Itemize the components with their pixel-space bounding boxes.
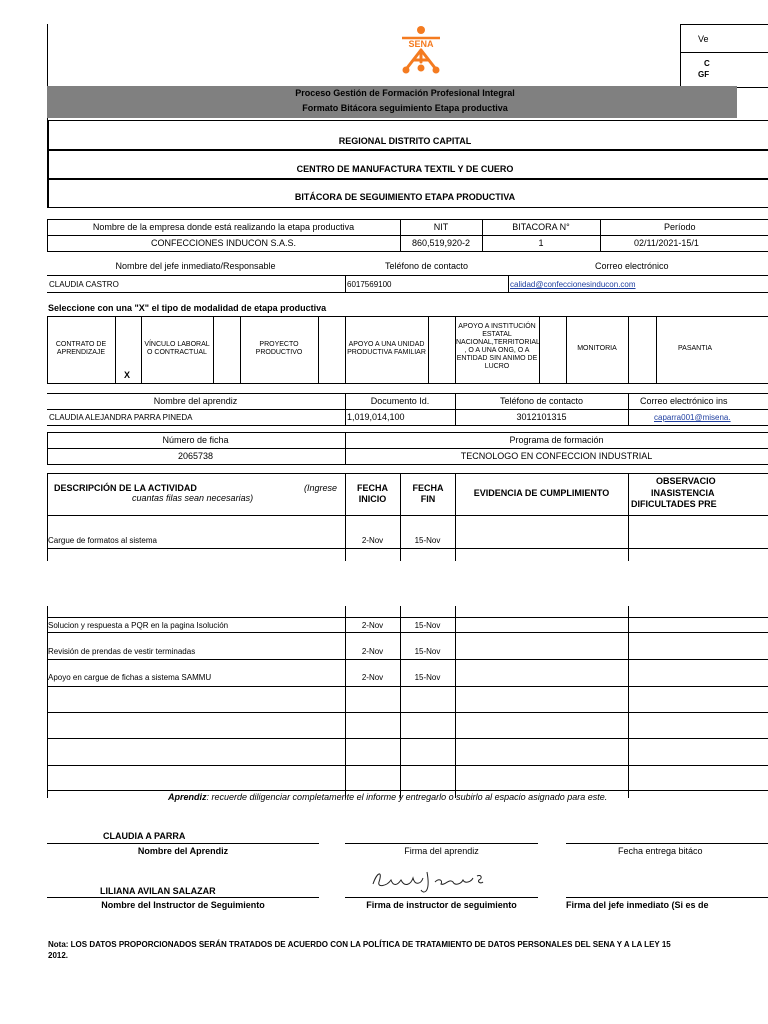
aprendiz-phone: 3012101315 — [516, 412, 567, 422]
empresa-name: CONFECCIONES INDUCON S.A.S. — [150, 238, 296, 248]
regional-title: REGIONAL DISTRITO CAPITAL — [338, 136, 472, 146]
aprendiz-phone-label: Teléfono de contacto — [499, 396, 584, 406]
activity-row-3-inicio: 2-Nov — [361, 647, 384, 656]
rule — [47, 448, 768, 449]
rule — [47, 548, 768, 549]
activity-row-4-inicio: 2-Nov — [361, 673, 384, 682]
rule — [47, 712, 768, 713]
rule — [115, 316, 116, 383]
aprendiz-name: CLAUDIA ALEJANDRA PARRA PINEDA — [49, 413, 193, 422]
aprendiz-doc-label: Documento Id. — [370, 396, 430, 406]
rule — [566, 843, 768, 844]
rule — [47, 686, 768, 687]
desc-hint-1: (Ingrese — [304, 483, 338, 493]
proceso-title: Proceso Gestión de Formación Profesional Integral — [295, 88, 515, 98]
aprendiz-signature-name: CLAUDIA A PARRA — [103, 831, 186, 841]
activity-row-2-inicio: 2-Nov — [361, 621, 384, 630]
fecha-inicio-header: FECHA INICIO — [357, 483, 388, 504]
rule — [47, 251, 768, 252]
rule — [47, 473, 768, 474]
rule — [345, 473, 346, 798]
rule — [47, 790, 768, 791]
activity-row-4-desc: Apoyo en cargue de fichas a sistema SAMMU — [48, 673, 212, 682]
programa-label: Programa de formación — [509, 435, 604, 445]
programa-value: TECNOLOGO EN CONFECCION INDUSTRIAL — [460, 451, 653, 461]
rule — [47, 738, 768, 739]
rule — [345, 897, 538, 898]
activity-row-3-fin: 15-Nov — [414, 647, 441, 656]
jefe-name: CLAUDIA CASTRO — [49, 280, 119, 289]
activity-row-1-inicio: 2-Nov — [361, 536, 384, 545]
activity-row-2-desc: Solucion y respuesta a PQR en la pagina Isolución — [48, 621, 229, 630]
jefe-email-label: Correo electrónico — [595, 261, 669, 271]
jefe-email-link[interactable]: calidad@confeccionesinducon.com — [510, 280, 636, 289]
obs-header-3: DIFICULTADES PRE — [631, 499, 717, 509]
rule — [47, 393, 768, 394]
ficha-label: Número de ficha — [162, 435, 229, 445]
rule — [47, 219, 768, 220]
formato-title: Formato Bitácora seguimiento Etapa productiva — [302, 103, 508, 113]
rule — [47, 292, 768, 293]
rule — [600, 219, 601, 251]
fecha-fin-header: FECHA FIN — [412, 483, 444, 504]
jefe-name-label: Nombre del jefe inmediato/Responsable — [115, 261, 276, 271]
nit-value: 860,519,920-2 — [411, 238, 471, 248]
rule — [47, 632, 768, 633]
rule — [47, 316, 48, 383]
rule — [240, 316, 241, 383]
rule — [345, 843, 538, 844]
modalidad-option-contrato: CONTRATO DE APRENDIZAJE — [55, 341, 107, 356]
activity-row-3-desc: Revisión de prendas de vestir terminadas — [48, 647, 196, 656]
obs-header-1: OBSERVACIO — [656, 476, 716, 486]
version-label: Ve — [698, 34, 709, 44]
instructor-name-caption: Nombre del Instructor de Seguimiento — [101, 900, 265, 910]
rule — [47, 843, 319, 844]
nota-line-2: 2012. — [48, 951, 69, 960]
activity-row-4-fin: 15-Nov — [414, 673, 441, 682]
modalidad-option-vinculo: VÍNCULO LABORAL O CONTRACTUAL — [144, 341, 210, 356]
rule — [428, 316, 429, 383]
aprendiz-email-label: Correo electrónico ins — [640, 396, 728, 406]
rule — [345, 275, 346, 292]
bitacora-no-value: 1 — [538, 238, 544, 248]
desc-header: DESCRIPCIÓN DE LA ACTIVIDAD — [54, 483, 197, 493]
aprendiz-reminder — [168, 792, 607, 803]
page-break-gap — [40, 561, 768, 606]
rule — [656, 316, 657, 383]
aprendiz-doc: 1,019,014,100 — [347, 412, 405, 422]
centro-title: CENTRO DE MANUFACTURA TEXTIL Y DE CUERO — [296, 164, 514, 174]
ficha-value: 2065738 — [177, 451, 214, 461]
rule — [628, 393, 629, 425]
sena-logo-icon — [396, 22, 446, 80]
periodo-value: 02/11/2021-15/1 — [634, 238, 699, 248]
version-divider — [680, 52, 768, 53]
rule — [47, 659, 768, 660]
rule — [318, 316, 319, 383]
bitacora-no-label: BITACORA N° — [512, 222, 570, 232]
sena-logo — [396, 22, 446, 80]
activity-row-2-fin: 15-Nov — [414, 621, 441, 630]
fecha-entrega-caption: Fecha entrega bitáco — [618, 846, 703, 856]
activity-row-1-fin: 15-Nov — [414, 536, 441, 545]
desc-hint-2: cuantas filas sean necesarias) — [132, 493, 254, 503]
handwritten-signature-icon — [365, 864, 495, 894]
rule — [47, 149, 768, 151]
rule — [539, 316, 540, 383]
aprendiz-name-caption: Nombre del Aprendiz — [137, 846, 229, 856]
modalidad-instruction: Seleccione con una "X" el tipo de modalidad de etapa productiva — [48, 303, 327, 313]
rule — [508, 275, 509, 292]
firma-jefe-caption: Firma del jefe inmediato (Si es de — [566, 900, 709, 910]
bitacora-title: BITÁCORA DE SEGUIMIENTO ETAPA PRODUCTIVA — [294, 192, 516, 202]
rule — [47, 765, 768, 766]
rule — [47, 207, 768, 208]
modalidad-option-unidad-familiar: APOYO A UNA UNIDAD PRODUCTIVA FAMILIAR — [347, 341, 426, 356]
sena-logo-text: SENA — [408, 39, 434, 49]
rule — [47, 515, 768, 516]
version-box — [680, 24, 768, 88]
firma-aprendiz-caption: Firma del aprendiz — [404, 846, 479, 856]
instructor-signature — [365, 864, 495, 894]
jefe-phone: 6017569100 — [347, 280, 392, 289]
code-label-2: GF — [698, 70, 710, 79]
nit-label: NIT — [433, 222, 449, 232]
rule — [566, 897, 768, 898]
rule — [47, 473, 48, 798]
modalidad-mark: X — [124, 370, 131, 380]
rule — [47, 383, 768, 384]
activity-row-1-desc: Cargue de formatos al sistema — [48, 536, 157, 545]
periodo-label: Período — [664, 222, 696, 232]
firma-instructor-caption: Firma de instructor de seguimiento — [366, 900, 517, 910]
instructor-signature-name: LILIANA AVILAN SALAZAR — [100, 886, 216, 896]
evidencia-header: EVIDENCIA DE CUMPLIMIENTO — [473, 488, 610, 498]
code-label-1: C — [704, 59, 710, 68]
rule — [47, 235, 768, 236]
aprendiz-name-label: Nombre del aprendiz — [153, 396, 238, 406]
rule — [47, 178, 768, 180]
rule — [213, 316, 214, 383]
rule — [628, 316, 629, 383]
rule — [47, 120, 768, 121]
rule — [47, 432, 768, 433]
nota-line-1: Nota: LOS DATOS PROPORCIONADOS SERÁN TRATADOS DE ACUERDO CON LA POLÍTICA DE TRATAMIENTO DE DATOS PERSONALES DEL SENA Y A LA LEY 15 — [48, 940, 671, 949]
rule — [47, 316, 768, 317]
modalidad-option-institucion: APOYO A INSTITUCIÓN ESTATAL NACIONAL,TERRITORIAL , O A UNA ONG, O A ENTIDAD SIN ANIMO DE LUCRO — [456, 323, 540, 370]
jefe-phone-label: Teléfono de contacto — [384, 261, 469, 271]
rule — [628, 473, 629, 798]
modalidad-option-monitoria: MONITORIA — [577, 345, 617, 352]
rule — [47, 464, 768, 465]
rule — [47, 409, 768, 410]
empresa-name-label: Nombre de la empresa donde está realizando la etapa productiva — [92, 222, 355, 232]
modalidad-option-proyecto: PROYECTO PRODUCTIVO — [255, 341, 303, 356]
rule — [47, 617, 768, 618]
rule — [47, 897, 319, 898]
rule — [47, 425, 768, 426]
reminder-bold: Aprendiz — [168, 792, 207, 802]
reminder-text: : recuerde diligenciar completamente el informe y entregarlo o subirlo al espacio asignado para este. — [206, 792, 608, 802]
aprendiz-email-link[interactable]: caparra001@misena. — [654, 413, 731, 422]
modalidad-option-pasantia: PASANTIA — [678, 345, 713, 352]
rule — [47, 275, 768, 276]
obs-header-2: INASISTENCIA — [651, 488, 715, 498]
rule — [400, 473, 401, 798]
rule — [455, 473, 456, 798]
